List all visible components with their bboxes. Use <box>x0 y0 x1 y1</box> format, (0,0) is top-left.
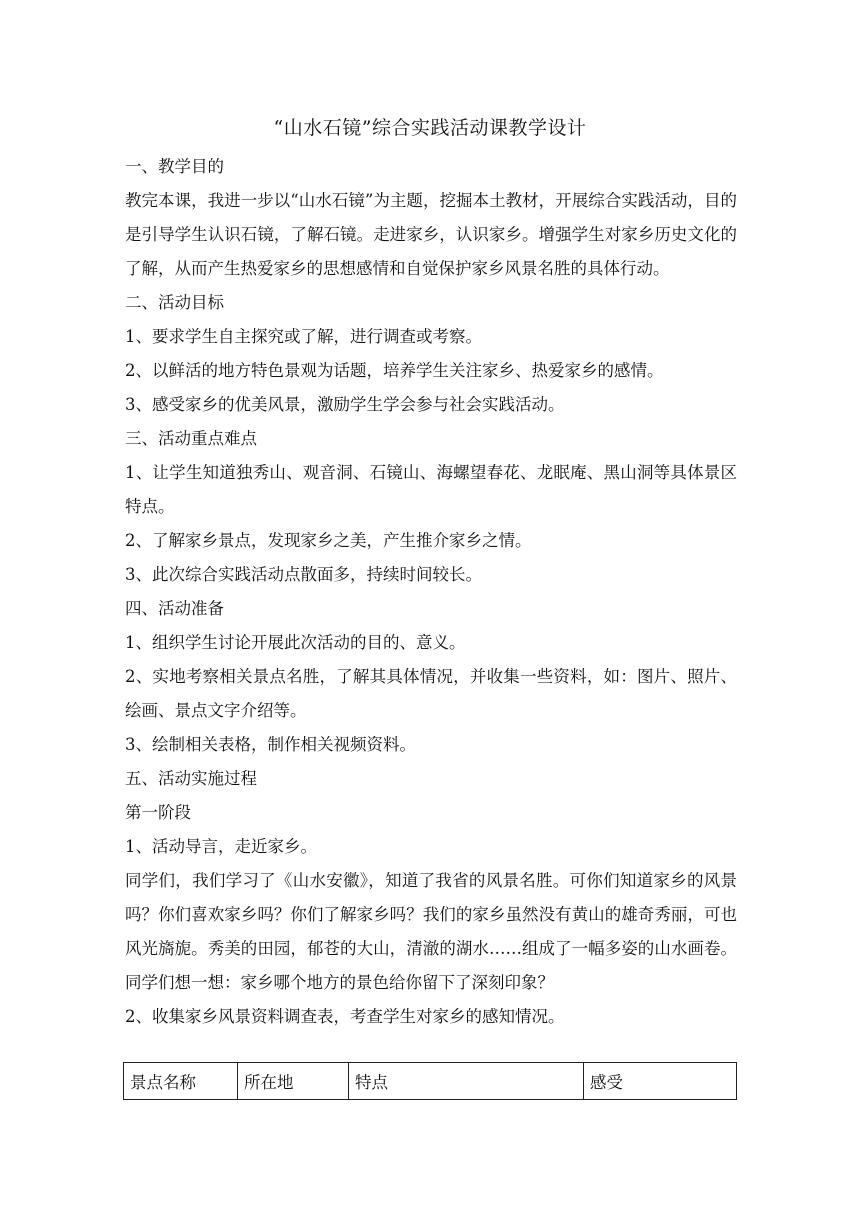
step-heading: 1、活动导言，走近家乡。 <box>125 837 317 856</box>
list-item: 2、了解家乡景点，发现家乡之美，产生推介家乡之情。 <box>125 531 532 550</box>
table-header-cell: 所在地 <box>238 1063 349 1100</box>
step-heading: 2、收集家乡风景资料调查表，考查学生对家乡的感知情况。 <box>125 1007 565 1026</box>
list-item: 3、绘制相关表格，制作相关视频资料。 <box>125 735 416 754</box>
paragraph-goals: 教完本课，我进一步以“山水石镜”为主题，挖掘本土教材，开展综合实践活动，目的是引导学生认识石镜，了解石镜。走进家乡，认识家乡。增强学生对家乡历史文化的了解，从而产生热爱家乡的思想感情和自觉保护家乡风景名胜的具体行动。 <box>125 191 737 278</box>
list-item: 3、此次综合实践活动点散面多，持续时间较长。 <box>125 565 482 584</box>
section-heading-goals: 一、教学目的 <box>125 157 224 176</box>
table-header-cell: 特点 <box>349 1063 584 1100</box>
list-item: 1、让学生知道独秀山、观音洞、石镜山、海螺望春花、龙眠庵、黑山洞等具体景区特点。 <box>125 463 737 516</box>
table-header-row <box>124 1063 737 1100</box>
document-title: “山水石镜”综合实践活动课教学设计 <box>273 117 587 139</box>
section-heading-preparation: 四、活动准备 <box>125 599 224 618</box>
list-item: 1、组织学生讨论开展此次活动的目的、意义。 <box>125 633 466 652</box>
section-heading-process: 五、活动实施过程 <box>125 769 257 788</box>
list-item: 1、要求学生自主探究或了解，进行调查或考察。 <box>125 327 482 346</box>
survey-table <box>123 1062 737 1100</box>
stage-label: 第一阶段 <box>125 803 191 822</box>
section-heading-key-points: 三、活动重点难点 <box>125 429 257 448</box>
list-item: 3、感受家乡的优美风景，激励学生学会参与社会实践活动。 <box>125 395 565 414</box>
table-header-cell: 景点名称 <box>124 1063 238 1100</box>
list-item: 2、实地考察相关景点名胜，了解其具体情况，并收集一些资料，如：图片、照片、绘画、景点文字介绍等。 <box>125 667 737 720</box>
table-header-cell: 感受 <box>584 1063 737 1100</box>
paragraph-intro: 同学们，我们学习了《山水安徽》，知道了我省的风景名胜。可你们知道家乡的风景吗？你们喜欢家乡吗？你们了解家乡吗？我们的家乡虽然没有黄山的雄奇秀丽，可也风光旖旎。秀美的田园，郁苍的大山，清澈的湖水……组成了一幅多姿的山水画卷。同学们想一想：家乡哪个地方的景色给你留下了深刻印象？ <box>125 871 737 992</box>
list-item: 2、以鲜活的地方特色景观为话题，培养学生关注家乡、热爱家乡的感情。 <box>125 361 664 380</box>
document-body <box>125 150 737 1034</box>
section-heading-objectives: 二、活动目标 <box>125 293 224 312</box>
